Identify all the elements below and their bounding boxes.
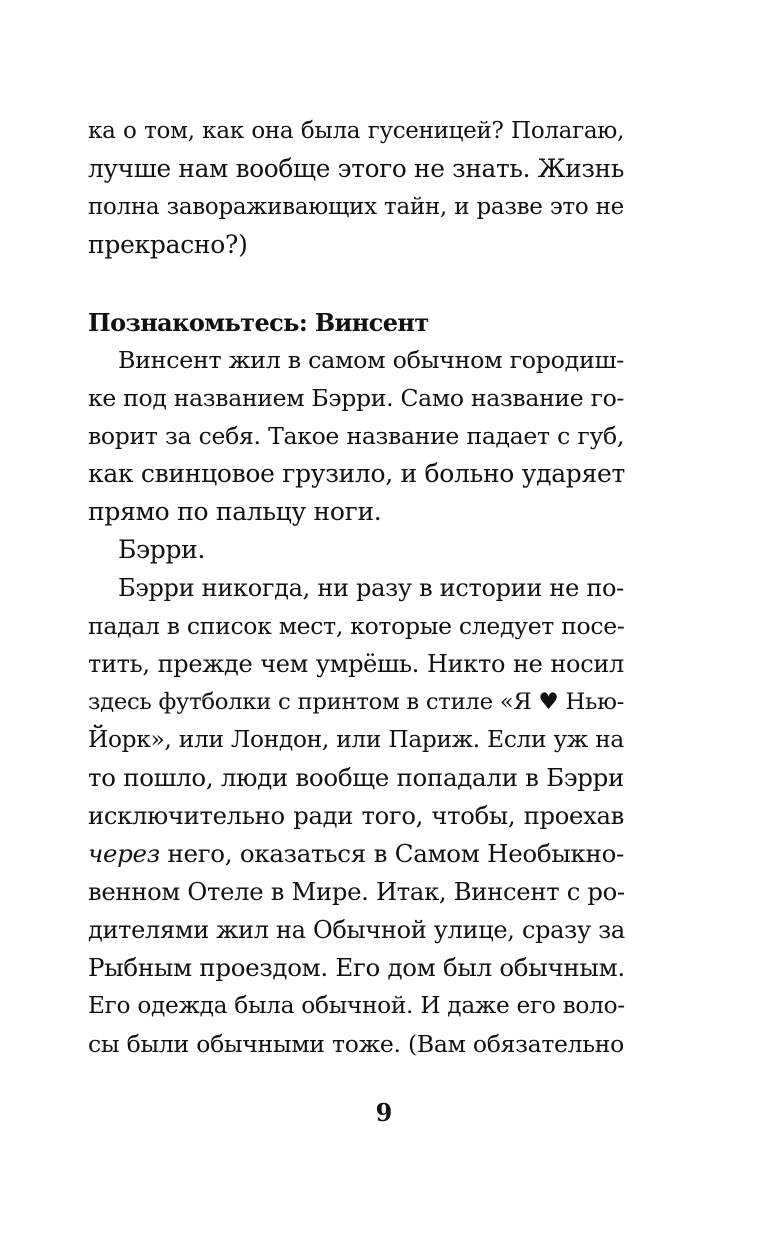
text-line: ке под названием Бэрри. Само название го-: [88, 384, 625, 412]
text-line: Рыбным проездом. Его дом был обычным.: [88, 953, 625, 982]
section-heading: Познакомьтесь: Винсент: [88, 308, 429, 337]
text-line: Его одежда была обычной. И даже его воло-: [88, 992, 625, 1019]
text-line: тить, прежде чем умрёшь. Никто не носил: [88, 650, 624, 678]
text-line: как свинцовое грузило, и больно ударяет: [88, 459, 626, 488]
text-line: то пошло, люди вообще попадали в Бэрри: [88, 763, 625, 792]
text-line: прямо по пальцу ноги.: [88, 497, 382, 526]
text-line: здесь футболки с принтом в стиле «Я ♥ Нью-: [88, 689, 624, 715]
page-number: 9: [375, 1098, 393, 1127]
text-line: ка о том, как она была гусеницей? Полагаю,: [88, 118, 624, 144]
text-line: лучше нам вообще этого не знать. Жизнь: [88, 154, 624, 183]
text-line: падал в список мест, которые следует посе-: [88, 612, 625, 640]
text-line: Бэрри никогда, ни разу в истории не по-: [118, 574, 624, 602]
text-line: Йорк», или Лондон, или Париж. Если уж на: [88, 726, 624, 753]
italic-word: через: [88, 839, 160, 868]
text-line: полна завораживающих тайн, и разве это не: [88, 194, 624, 220]
text-line: исключительно ради того, чтобы, проехав: [88, 801, 624, 830]
text-line: сы были обычными тоже. (Вам обязательно: [88, 1030, 624, 1058]
text-line: [88, 836, 624, 872]
text-line: прекрасно?): [88, 230, 248, 259]
text-line: Винсент жил в самом обычном городиш-: [118, 346, 624, 374]
text-line: дителями жил на Обычной улице, сразу за: [88, 916, 625, 944]
text-line: ворит за себя. Такое название падает с губ,: [88, 422, 624, 450]
text-line: Бэрри.: [118, 535, 206, 564]
text-span: него, оказаться в Самом Необыкно-: [159, 839, 624, 868]
text-line: венном Отеле в Мире. Итак, Винсент с ро-: [88, 877, 625, 906]
